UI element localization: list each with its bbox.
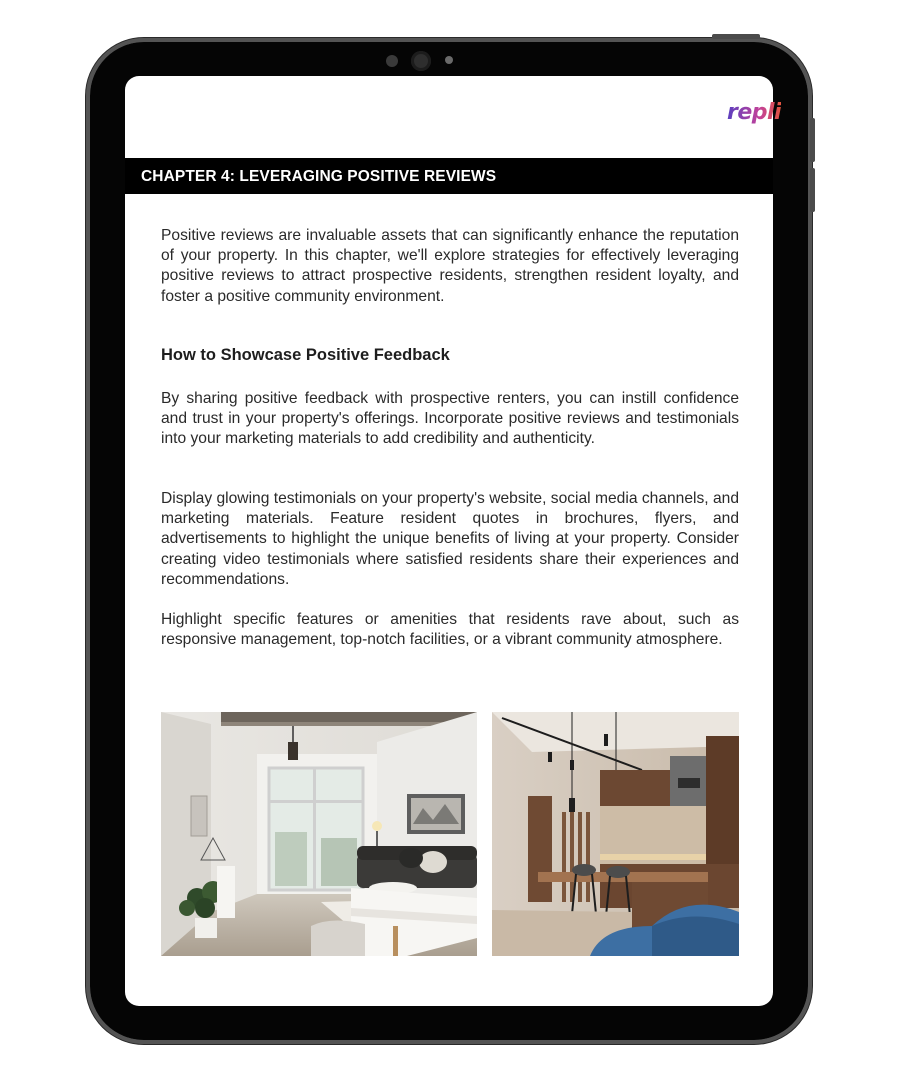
kitchen-photo: [492, 712, 739, 956]
light-sensor-icon: [445, 56, 453, 64]
living-room-photo: [161, 712, 477, 956]
tablet-screen: [125, 76, 782, 1006]
volume-down-button: [810, 168, 815, 212]
chapter-title: CHAPTER 4: LEVERAGING POSITIVE REVIEWS: [141, 168, 497, 185]
chapter-header-bar: [125, 158, 773, 194]
section-paragraph-1: By sharing positive feedback with prospective renters, you can instill confidence and trust in your property's offerings. Incorporate positive reviews and testimonials into your marketing materials to add credibility and authenticity.: [161, 390, 739, 448]
intro-paragraph: Positive reviews are invaluable assets that can significantly enhance the reputation of your property. In this chapter, we'll explore strategies for effectively leveraging positive reviews to attract prospective residents, strengthen resident loyalty, and foster a positive community environment.: [161, 227, 739, 305]
front-camera-icon: [411, 51, 431, 71]
sensor-icon: [386, 55, 398, 67]
section-heading: How to Showcase Positive Feedback: [161, 346, 450, 364]
section-paragraph-3: Highlight specific features or amenities that residents rave about, such as responsive management, top-notch facilities, or a vibrant community atmosphere.: [161, 611, 739, 649]
section-paragraph-2: Display glowing testimonials on your property's website, social media channels, and marketing materials. Feature resident quotes in brochures, flyers, and advertisements to highlight the unique benefits of living at your property. Consider creating video testimonials where satisfied residents share their experiences and recommendations.: [161, 490, 739, 588]
volume-up-button: [810, 118, 815, 162]
brand-logo: repli: [727, 100, 782, 125]
power-button: [712, 34, 760, 39]
